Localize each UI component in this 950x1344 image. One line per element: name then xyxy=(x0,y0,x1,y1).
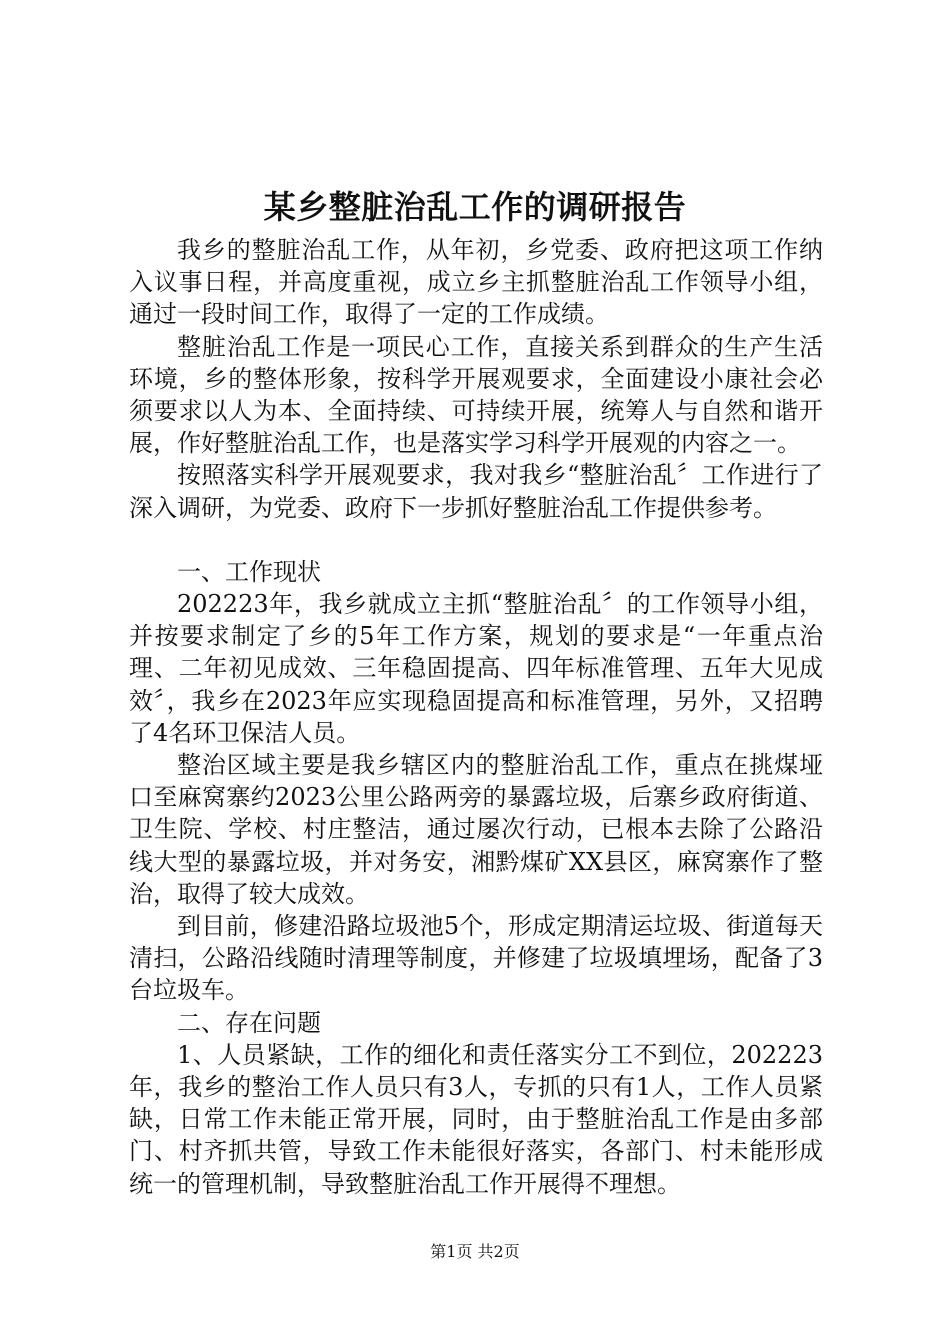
section-heading-problems: 二、存在问题 xyxy=(177,1008,321,1037)
status-paragraph-1: 202223年，我乡就成立主抓“整脏治乱〞的工作领导小组，并按要求制定了乡的5年工作方案，规划的要求是“一年重点治理、二年初见成效、三年稳固提高、四年标准管理、五年大见成效〞，我乡在2023年应实现稳固提高和标准管理，另外，又招聘了4名环卫保洁人员。 xyxy=(129,590,823,747)
purpose-paragraph: 按照落实科学开展观要求，我对我乡“整脏治乱〞工作进行了深入调研，为党委、政府下一步抓好整脏治乱工作提供参考。 xyxy=(129,461,823,522)
status-paragraph-2: 整治区域主要是我乡辖区内的整脏治乱工作，重点在挑煤垭口至麻窝寨约2023公里公路两旁的暴露垃圾，后寨乡政府街道、卫生院、学校、村庄整洁，通过屡次行动，已根本去除了公路沿线大型的暴露垃圾，并对务安，湘黔煤矿XX县区，麻窝寨作了整治，取得了较大成效。 xyxy=(129,751,823,908)
page-indicator: 第1页 共2页 xyxy=(430,1242,520,1261)
paragraph-spacer xyxy=(129,524,823,556)
intro-paragraph: 我乡的整脏治乱工作，从年初，乡党委、政府把这项工作纳入议事日程，并高度重视，成立乡主抓整脏治乱工作领导小组，通过一段时间工作，取得了一定的工作成绩。 xyxy=(129,236,823,329)
status-paragraph-3: 到目前，修建沿路垃圾池5个，形成定期清运垃圾、街道每天清扫，公路沿线随时清理等制度，并修建了垃圾填埋场，配备了3台垃圾车。 xyxy=(129,912,823,1005)
section-heading-status: 一、工作现状 xyxy=(177,557,321,586)
background-paragraph: 整脏治乱工作是一项民心工作，直接关系到群众的生产生活环境，乡的整体形象，按科学开展观要求，全面建设小康社会必须要求以人为本、全面持续、可持续开展，统筹人与自然和谐开展，作好整脏治乱工作，也是落实学习科学开展观的内容之一。 xyxy=(129,332,823,458)
document-body xyxy=(129,234,823,1200)
document-title: 某乡整脏治乱工作的调研报告 xyxy=(263,188,687,226)
problem-paragraph-1: 1、人员紧缺，工作的细化和责任落实分工不到位，202223年，我乡的整治工作人员只有3人，专抓的只有1人，工作人员紧缺，日常工作未能正常开展，同时，由于整脏治乱工作是由多部门、村齐抓共管，导致工作未能很好落实，各部门、村未能形成统一的管理机制，导致整脏治乱工作开展得不理想。 xyxy=(129,1040,823,1198)
